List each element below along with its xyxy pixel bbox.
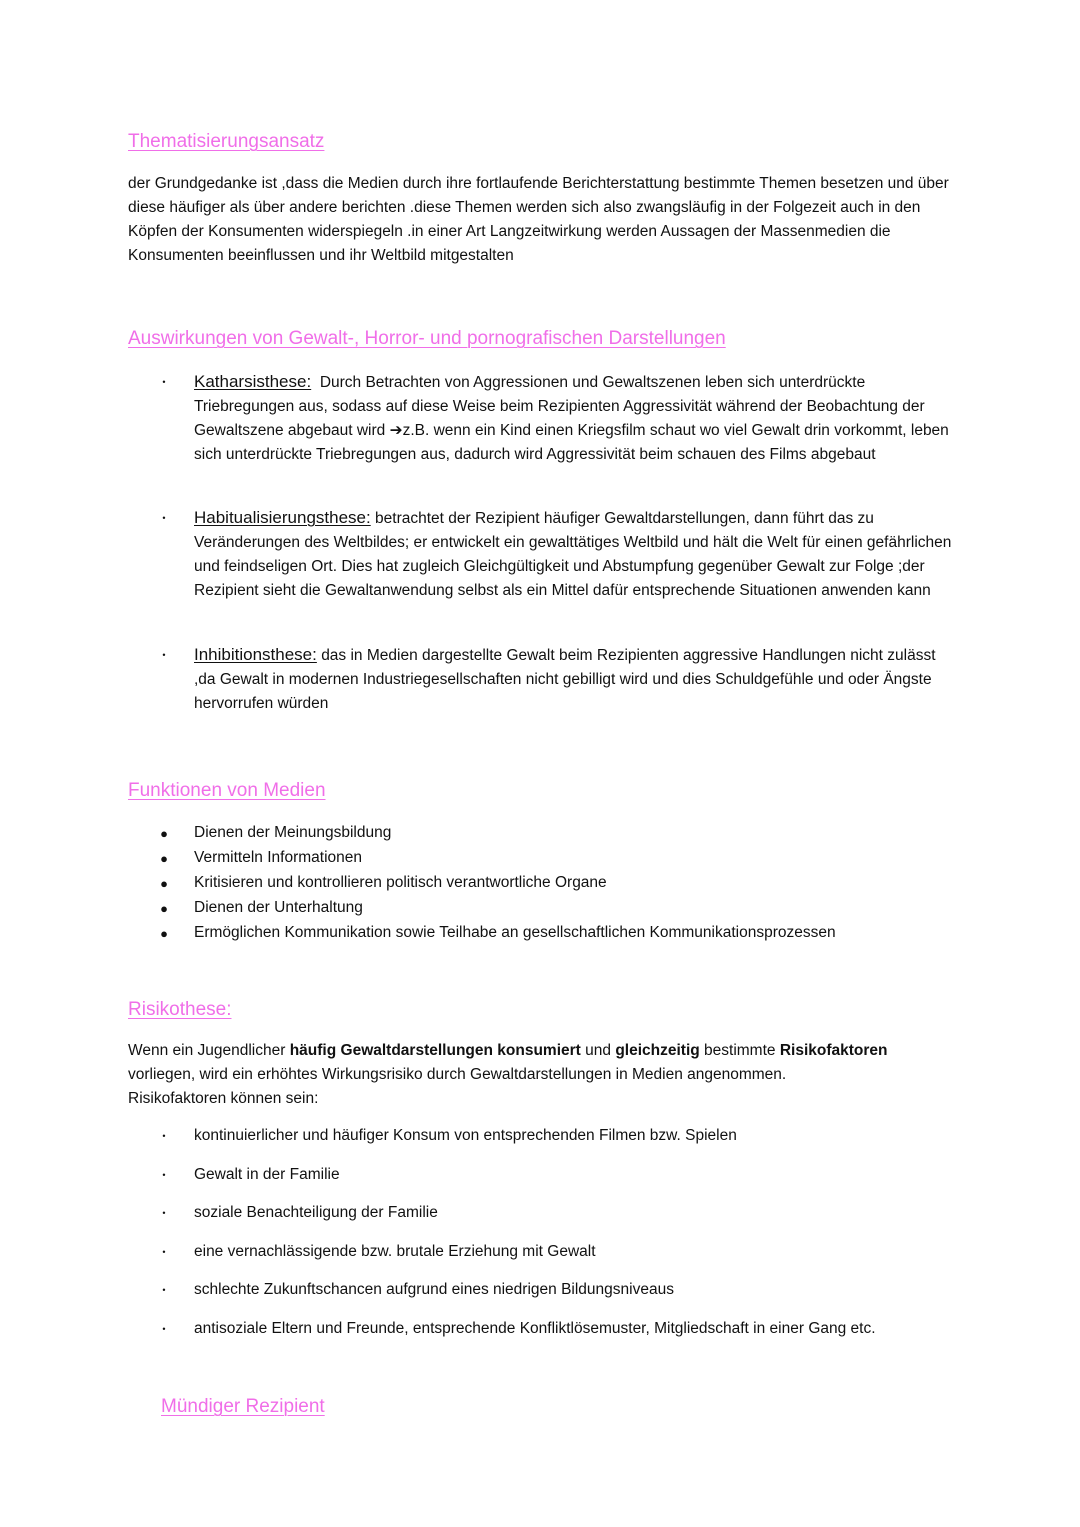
- intro-text: Risikofaktoren können sein:: [128, 1090, 319, 1107]
- inhibition-text: das in Medien dargestellte Gewalt beim Rezipienten aggressive Handlungen nicht zulässt ,da Gewalt in modernen Industriegesellschaften nicht gebilligt wird und dies Schuldgefühle und oder Ängste hervorrufen würden: [194, 647, 936, 712]
- intro-bold: häufig Gewaltdarstellungen konsumiert: [289, 1042, 581, 1059]
- list-item-text: antisoziale Eltern und Freunde, entsprechende Konfliktlösemuster, Mitgliedschaft in einer Gang etc.: [194, 1319, 876, 1337]
- intro-bold: gleichzeitig: [615, 1042, 700, 1059]
- bullet: •: [162, 1285, 166, 1295]
- section-heading-funktionen: Funktionen von Medien: [128, 780, 326, 801]
- thematisierung-paragraph: der Grundgedanke ist ,dass die Medien durch ihre fortlaufende Berichterstattung bestimmte Themen besetzen und über diese häufiger als über andere berichten .diese Themen werden sich also zwangsläufig in der Folgezeit auch in den Köpfen der Konsumenten widerspiegeln .in einer Art Langzeitwirkung werden Aussagen der Massenmedien die Konsumenten beeinflussen und ihr Weltbild mitgestalten: [128, 175, 949, 264]
- list-item-text: Dienen der Unterhaltung: [194, 899, 363, 916]
- bullet: ●: [160, 851, 168, 866]
- intro-text: und: [580, 1042, 616, 1059]
- intro-text: Wenn ein Jugendlicher: [128, 1042, 290, 1059]
- risiko-intro: [128, 1039, 958, 1111]
- katharsis-example: z.B. wenn ein Kind einen Kriegsfilm schaut wo viel Gewalt drin vorkommt, leben sich unterdrückte Triebregungen aus, dadurch wird Aggressivität beim schauen des Films abgebaut: [194, 422, 949, 463]
- list-item: [155, 921, 975, 946]
- list-item-text: eine vernachlässigende bzw. brutale Erziehung mit Gewalt: [194, 1242, 596, 1260]
- list-item: [155, 1201, 975, 1240]
- list-item-text: kontinuierlicher und häufiger Konsum von entsprechenden Filmen bzw. Spielen: [194, 1127, 737, 1144]
- list-item-text: soziale Benachteiligung der Familie: [194, 1204, 438, 1221]
- risiko-list: [155, 1124, 975, 1355]
- list-item-text: Vermitteln Informationen: [194, 849, 363, 866]
- term-inhibition: Inhibitionsthese:: [194, 645, 317, 664]
- list-item: [155, 846, 975, 871]
- intro-bold: Risikofaktoren: [779, 1042, 888, 1059]
- bullet: •: [162, 513, 166, 523]
- section-heading-thematisierung: Thematisierungsansatz: [128, 131, 325, 152]
- habitualisierung-text: betrachtet der Rezipient häufiger Gewaltdarstellungen, dann führt das zu Veränderungen des Weltbildes; er entwickelt ein gewalttätiges Weltbild und hält die Welt für einen gefährlichen und feindseligen Ort. Dies hat zugleich Gleichgültigkeit und Abstumpfung gegenüber Gewalt zur Folge ;der Rezipient sieht die Gewaltanwendung selbst als ein Mittel dafür entsprechende Situationen anwenden kann: [194, 510, 952, 599]
- bullet: •: [162, 1323, 166, 1334]
- list-item: [155, 1163, 975, 1202]
- bullet: •: [162, 1169, 166, 1180]
- katharsis-text: Durch Betrachten von Aggressionen und Gewaltszenen leben sich unterdrückte Triebregungen aus, sodass auf diese Weise beim Rezipienten Aggressivität während der Beobachtung der Gewaltszene abgebaut wird: [194, 374, 925, 439]
- arrow-icon: ➔: [389, 422, 403, 439]
- list-item: [155, 821, 975, 846]
- funktionen-list: [155, 821, 975, 946]
- bullet: ●: [160, 826, 168, 841]
- list-item-text: Ermöglichen Kommunikation sowie Teilhabe an gesellschaftlichen Kommunikationsprozessen: [194, 924, 836, 941]
- term-habitualisierung: Habitualisierungsthese:: [194, 508, 371, 527]
- section-heading-muendig: Mündiger Rezipient: [161, 1396, 325, 1417]
- list-item-text: Kritisieren und kontrollieren politisch verantwortliche Organe: [194, 874, 607, 891]
- bullet: ●: [160, 926, 168, 941]
- intro-text: vorliegen, wird ein erhöhtes Wirkungsrisiko durch Gewaltdarstellungen in Medien angenommen.: [128, 1066, 787, 1083]
- bullet: •: [162, 1131, 166, 1141]
- thesis-item-katharsis: [155, 370, 955, 467]
- section-heading-risiko: Risikothese:: [128, 999, 232, 1020]
- bullet: •: [162, 1246, 166, 1257]
- list-item: [155, 1278, 975, 1317]
- intro-text: bestimmte: [699, 1042, 780, 1059]
- list-item: [155, 1317, 975, 1356]
- list-item-text: Gewalt in der Familie: [194, 1165, 340, 1183]
- list-item: [155, 1240, 975, 1279]
- list-item: [155, 1124, 975, 1163]
- bullet: •: [162, 1208, 166, 1218]
- bullet: ●: [160, 901, 168, 916]
- thesis-item-habitualisierung: [155, 506, 955, 603]
- section-heading-auswirkungen: Auswirkungen von Gewalt-, Horror- und pornografischen Darstellungen: [128, 328, 726, 349]
- list-item: [155, 871, 975, 896]
- bullet: •: [162, 650, 166, 660]
- list-item: [155, 896, 975, 921]
- list-item-text: Dienen der Meinungsbildung: [194, 824, 392, 841]
- term-katharsis: Katharsisthese:: [194, 372, 312, 391]
- list-item-text: schlechte Zukunftschancen aufgrund eines niedrigen Bildungsniveaus: [194, 1281, 674, 1298]
- thesis-item-inhibition: [155, 643, 955, 716]
- bullet: ●: [160, 876, 168, 891]
- bullet: •: [162, 377, 166, 387]
